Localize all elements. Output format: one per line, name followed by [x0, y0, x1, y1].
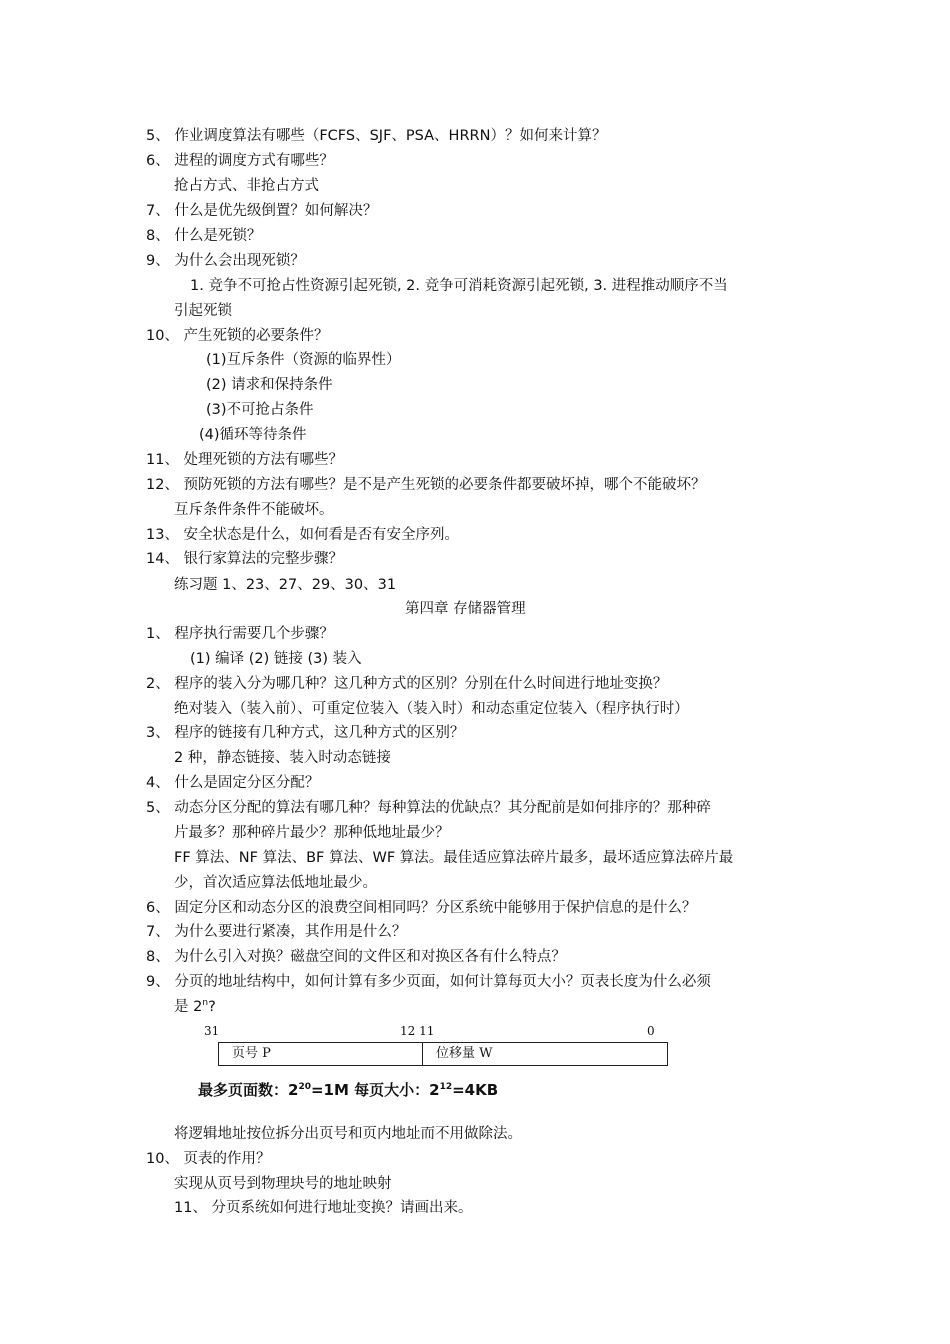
page-address-structure-diagram — [190, 1018, 690, 1108]
text-line: 练习题 1、23、27、29、30、31 — [174, 577, 397, 593]
text-line: 3、 程序的链接有几种方式，这几种方式的区别？ — [146, 725, 465, 741]
text-line: 1. 竞争不可抢占性资源引起死锁, 2. 竞争可消耗资源引起死锁, 3. 进程推动顺序不当 — [190, 278, 728, 294]
pow-prefix: 是 2 — [174, 999, 203, 1015]
text-line: (3)不可抢占条件 — [206, 402, 314, 418]
text-line: 6、 进程的调度方式有哪些？ — [146, 153, 334, 169]
text-line: 9、 为什么会出现死锁？ — [146, 253, 305, 269]
text-line: 1、 程序执行需要几个步骤？ — [146, 626, 334, 642]
text-line: 13、 安全状态是什么，如何看是否有安全序列。 — [146, 527, 460, 543]
text-line: 14、 银行家算法的完整步骤？ — [146, 551, 344, 567]
text-line: 少，首次适应算法低地址最少。 — [174, 875, 377, 891]
caption-exp-b: 12 — [439, 1082, 453, 1092]
text-line: (2) 请求和保持条件 — [206, 377, 333, 393]
text-line: 将逻辑地址按位拆分出页号和页内地址而不用做除法。 — [174, 1126, 522, 1142]
text-line: 2 种，静态链接、装入时动态链接 — [174, 750, 391, 766]
text-line: 7、 为什么要进行紧凑，其作用是什么？ — [146, 924, 407, 940]
text-line: 11、 分页系统如何进行地址变换？请画出来。 — [174, 1200, 473, 1216]
offset-label: 位移量 W — [436, 1046, 493, 1061]
text-line: 8、 什么是死锁？ — [146, 228, 262, 244]
text-line: (1)互斥条件（资源的临界性） — [206, 352, 401, 368]
text-line: 实现从页号到物理块号的地址映射 — [174, 1176, 392, 1192]
text-line: 5、 作业调度算法有哪些（FCFS、SJF、PSA、HRRN）？如何来计算？ — [146, 128, 607, 144]
text-line: 10、 产生死锁的必要条件？ — [146, 328, 329, 344]
text-line: 9、 分页的地址结构中，如何计算有多少页面，如何计算每页大小？页表长度为什么必须 — [146, 974, 711, 990]
caption-page-size: =1M 每页大小： — [310, 1081, 430, 1099]
pow-suffix: ? — [208, 999, 216, 1015]
text-line: 互斥条件条件不能破坏。 — [174, 502, 334, 518]
pow-sup: n — [202, 998, 209, 1008]
text-line: 7、 什么是优先级倒置？如何解决？ — [146, 203, 378, 219]
text-line: 6、 固定分区和动态分区的浪费空间相同吗？分区系统中能够用于保护信息的是什么？ — [146, 900, 697, 916]
text-line: 12、 预防死锁的方法有哪些？是不是产生死锁的必要条件都要破坏掉，哪个不能破坏？ — [146, 477, 706, 493]
text-line: 抢占方式、非抢占方式 — [174, 178, 319, 194]
text-line: (1) 编译 (2) 链接 (3) 装入 — [190, 651, 362, 667]
text-line: 2、 程序的装入分为哪几种？这几种方式的区别？分别在什么时间进行地址变换？ — [146, 676, 668, 692]
text-line: 4、 什么是固定分区分配？ — [146, 775, 320, 791]
text-line: 8、 为什么引入对换？磁盘空间的文件区和对换区各有什么特点？ — [146, 949, 566, 965]
caption-base-b: 2 — [429, 1081, 440, 1099]
text-line: 10、 页表的作用？ — [146, 1151, 271, 1167]
caption-exp-a: 20 — [298, 1082, 311, 1092]
bit-31-label: 31 — [204, 1024, 220, 1038]
text-line: 引起死锁 — [174, 303, 232, 319]
caption-size-value: =4KB — [452, 1081, 499, 1099]
bit-12-11-label: 12 11 — [400, 1024, 435, 1038]
caption-base-a: 2 — [288, 1081, 299, 1099]
caption-max-pages: 最多页面数： — [198, 1081, 289, 1099]
text-line: 5、 动态分区分配的算法有哪几种？每种算法的优缺点？其分配前是如何排序的？那种碎 — [146, 800, 711, 816]
text-line: 11、 处理死锁的方法有哪些？ — [146, 452, 344, 468]
bit-0-label: 0 — [647, 1024, 655, 1038]
text-line: 片最多？那种碎片最少？那种低地址最少？ — [174, 825, 450, 841]
power-of-two-line — [174, 997, 216, 1017]
text-line: FF 算法、NF 算法、BF 算法、WF 算法。最佳适应算法碎片最多，最坏适应算法碎片最 — [174, 850, 734, 866]
text-line: (4)循环等待条件 — [199, 427, 307, 443]
page-number-label: 页号 P — [232, 1046, 271, 1061]
chapter-title: 第四章 存储器管理 — [405, 601, 526, 617]
text-line: 绝对装入（装入前）、可重定位装入（装入时）和动态重定位装入（程序执行时） — [174, 701, 689, 717]
diagram-caption — [198, 1080, 498, 1100]
